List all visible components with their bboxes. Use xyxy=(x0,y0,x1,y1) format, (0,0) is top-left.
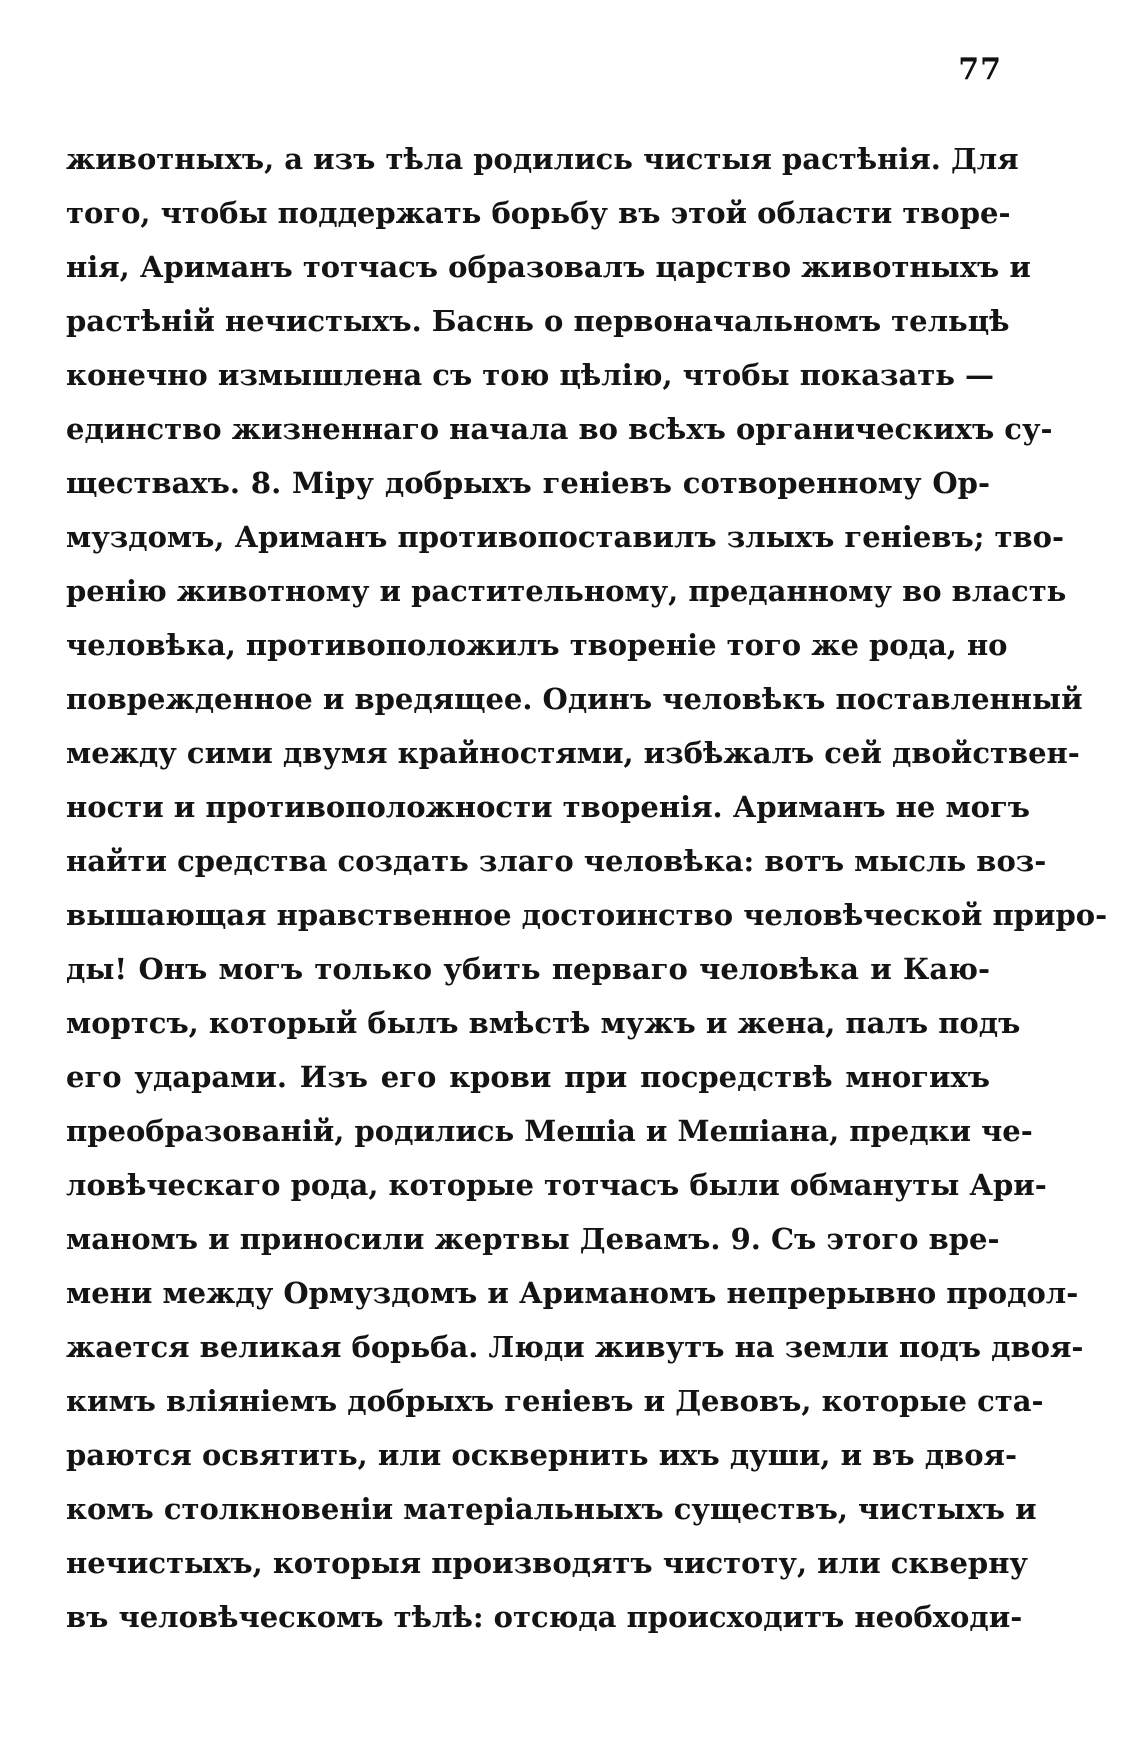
text-line: ренію животному и растительному, преданному во власть xyxy=(66,574,1067,608)
text-line: нечистыхъ, которыя производятъ чистоту, или скверну xyxy=(66,1546,1028,1580)
text-line: того, чтобы поддержать борьбу въ этой области творе- xyxy=(66,196,1011,230)
text-line: преобразованій, родились Мешіа и Мешіана, предки че- xyxy=(66,1114,1033,1148)
page-number: 77 xyxy=(958,52,1002,87)
text-line: муздомъ, Ариманъ противопоставилъ злыхъ геніевъ; тво- xyxy=(66,520,1065,554)
text-line: ловѣческаго рода, которые тотчасъ были обмануты Ари- xyxy=(66,1168,1047,1202)
text-line: мени между Ормуздомъ и Ариманомъ непрерывно продол- xyxy=(66,1276,1079,1310)
text-line: человѣка, противоположилъ твореніе того же рода, но xyxy=(66,628,1008,662)
text-line: его ударами. Изъ его крови при посредствѣ многихъ xyxy=(66,1060,990,1094)
text-line: животныхъ, а изъ тѣла родились чистыя растѣнія. Для xyxy=(66,142,1019,176)
text-line: между сими двумя крайностями, избѣжалъ сей двойствен- xyxy=(66,736,1080,770)
text-line: нія, Ариманъ тотчасъ образовалъ царство животныхъ и xyxy=(66,250,1031,284)
text-line: кимъ вліяніемъ добрыхъ геніевъ и Девовъ, которые ста- xyxy=(66,1384,1044,1418)
text-line: единство жизненнаго начала во всѣхъ органическихъ су- xyxy=(66,412,1053,446)
text-line: ды! Онъ могъ только убить перваго человѣка и Каю- xyxy=(66,952,990,986)
text-line: ности и противоположности творенія. Ариманъ не могъ xyxy=(66,790,1030,824)
body-text xyxy=(66,132,1108,1644)
text-line: жается великая борьба. Люди живутъ на земли подъ двоя- xyxy=(66,1330,1084,1364)
text-line: въ человѣческомъ тѣлѣ: отсюда происходитъ необходи- xyxy=(66,1600,1023,1634)
text-line: комъ столкновеніи матеріальныхъ существъ, чистыхъ и xyxy=(66,1492,1037,1526)
text-line: конечно измышлена съ тою цѣлію, чтобы показать — xyxy=(66,358,995,392)
text-line: маномъ и приносили жертвы Девамъ. 9. Съ этого вре- xyxy=(66,1222,1000,1256)
text-line: найти средства создать злаго человѣка: вотъ мысль воз- xyxy=(66,844,1047,878)
text-line: раются освятить, или осквернить ихъ души, и въ двоя- xyxy=(66,1438,1017,1472)
text-line: мортсъ, который былъ вмѣстѣ мужъ и жена, палъ подъ xyxy=(66,1006,1021,1040)
text-line: ществахъ. 8. Міру добрыхъ геніевъ сотворенному Ор- xyxy=(66,466,990,500)
text-line: поврежденное и вредящее. Одинъ человѣкъ поставленный xyxy=(66,682,1083,716)
text-line: растѣній нечистыхъ. Баснь о первоначальномъ тельцѣ xyxy=(66,304,1010,338)
text-line: вышающая нравственное достоинство человѣческой приро- xyxy=(66,898,1108,932)
